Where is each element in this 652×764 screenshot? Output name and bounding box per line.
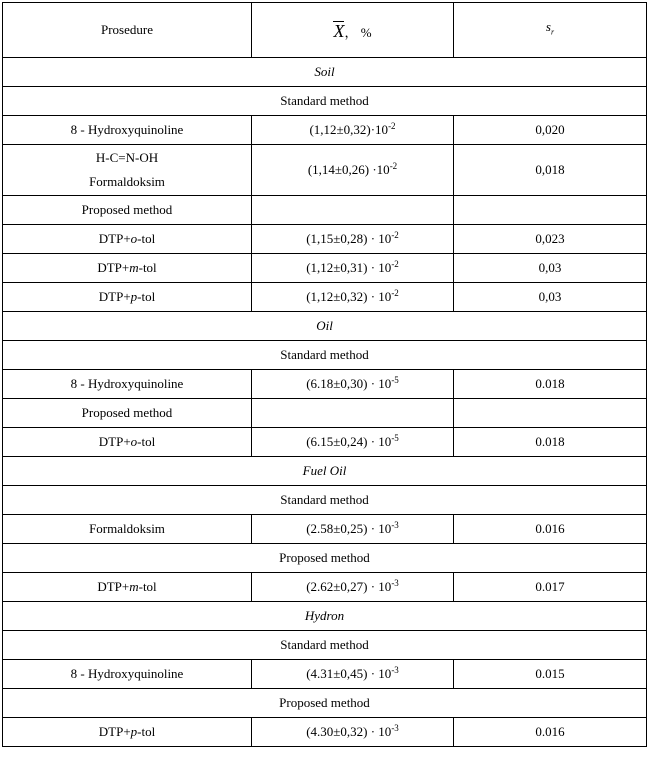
table-row — [3, 283, 647, 312]
method-row — [3, 87, 647, 116]
mean-cell: $(1,12\pm 0,31) \cdot 10^{-2}$ — [252, 254, 454, 283]
table-row — [3, 573, 647, 602]
sr-cell: 0,03 — [454, 254, 647, 283]
procedure-cell: DTP+m-tol — [3, 254, 252, 283]
procedure-cell: DTP+o-tol — [3, 225, 252, 254]
proposed-method-label: Proposed method — [3, 196, 252, 225]
results-table — [2, 2, 647, 747]
mean-cell: $(6.18\pm 0,30) \cdot 10^{-5}$ — [252, 370, 454, 399]
section-title-fuel-oil: Fuel Oil — [3, 457, 647, 486]
standard-method-label: Standard method — [3, 631, 647, 660]
section-row — [3, 312, 647, 341]
section-title-hydron: Hydron — [3, 602, 647, 631]
section-row — [3, 602, 647, 631]
mean-cell: $(4.30\pm 0,32) \cdot 10^{-3}$ — [252, 718, 454, 747]
proposed-method-label: Proposed method — [3, 399, 252, 428]
method-row — [3, 399, 647, 428]
procedure-cell: Formaldoksim — [3, 515, 252, 544]
proposed-method-label: Proposed method — [3, 689, 647, 718]
sr-cell: 0,020 — [454, 116, 647, 145]
mean-cell: $(1,15\pm 0,28) \cdot 10^{-2}$ — [252, 225, 454, 254]
header-sr — [454, 3, 647, 58]
procedure-cell: DTP+m-tol — [3, 573, 252, 602]
section-title-soil: Soil — [3, 58, 647, 87]
sr-cell: 0,023 — [454, 225, 647, 254]
section-row — [3, 457, 647, 486]
sr-cell: 0.018 — [454, 428, 647, 457]
mean-cell: $(2.62\pm 0,27) \cdot 10^{-3}$ — [252, 573, 454, 602]
procedure-cell: H-C=N-OH Formaldoksim — [3, 145, 252, 196]
section-row — [3, 58, 647, 87]
mean-cell: $(6.15\pm 0,24) \cdot 10^{-5}$ — [252, 428, 454, 457]
method-row — [3, 341, 647, 370]
header-mean-unit: ， % — [344, 25, 372, 40]
sr-cell: 0.018 — [454, 370, 647, 399]
standard-method-label: Standard method — [3, 87, 647, 116]
sr-cell: 0.016 — [454, 515, 647, 544]
method-row — [3, 689, 647, 718]
method-row — [3, 544, 647, 573]
table-row — [3, 660, 647, 689]
table-row — [3, 145, 647, 196]
table-row — [3, 116, 647, 145]
header-procedure: Prosedure — [3, 3, 252, 58]
mean-cell: $(1,14\pm 0,26) \cdot 10^{-2}$ — [252, 145, 454, 196]
procedure-cell: DTP+p-tol — [3, 283, 252, 312]
method-row — [3, 196, 647, 225]
table-row — [3, 718, 647, 747]
mean-cell: $(2.58\pm 0,25) \cdot 10^{-3}$ — [252, 515, 454, 544]
method-row — [3, 631, 647, 660]
procedure-cell: 8 - Hydroxyquinoline — [3, 116, 252, 145]
sr-symbol: $s_r$ — [545, 19, 555, 37]
mean-cell: $(1,12\pm 0,32)\cdot 10^{-2}$ — [252, 116, 454, 145]
table-row — [3, 428, 647, 457]
procedure-cell: DTP+o-tol — [3, 428, 252, 457]
sr-cell: 0,018 — [454, 145, 647, 196]
mean-cell: $(1,12\pm 0,32) \cdot 10^{-2}$ — [252, 283, 454, 312]
method-row — [3, 486, 647, 515]
sr-cell: 0.015 — [454, 660, 647, 689]
table-row — [3, 515, 647, 544]
standard-method-label: Standard method — [3, 341, 647, 370]
sr-cell: 0.016 — [454, 718, 647, 747]
x-bar-symbol: X — [333, 21, 345, 41]
procedure-cell: 8 - Hydroxyquinoline — [3, 660, 252, 689]
table-row — [3, 254, 647, 283]
mean-cell: $(4.31\pm 0,45) \cdot 10^{-3}$ — [252, 660, 454, 689]
table-row — [3, 370, 647, 399]
sr-cell: 0,03 — [454, 283, 647, 312]
procedure-cell: DTP+p-tol — [3, 718, 252, 747]
section-title-oil: Oil — [3, 312, 647, 341]
standard-method-label: Standard method — [3, 486, 647, 515]
header-row — [3, 3, 647, 58]
header-mean — [252, 3, 454, 58]
proposed-method-label: Proposed method — [3, 544, 647, 573]
procedure-cell: 8 - Hydroxyquinoline — [3, 370, 252, 399]
sr-cell: 0.017 — [454, 573, 647, 602]
table-row — [3, 225, 647, 254]
